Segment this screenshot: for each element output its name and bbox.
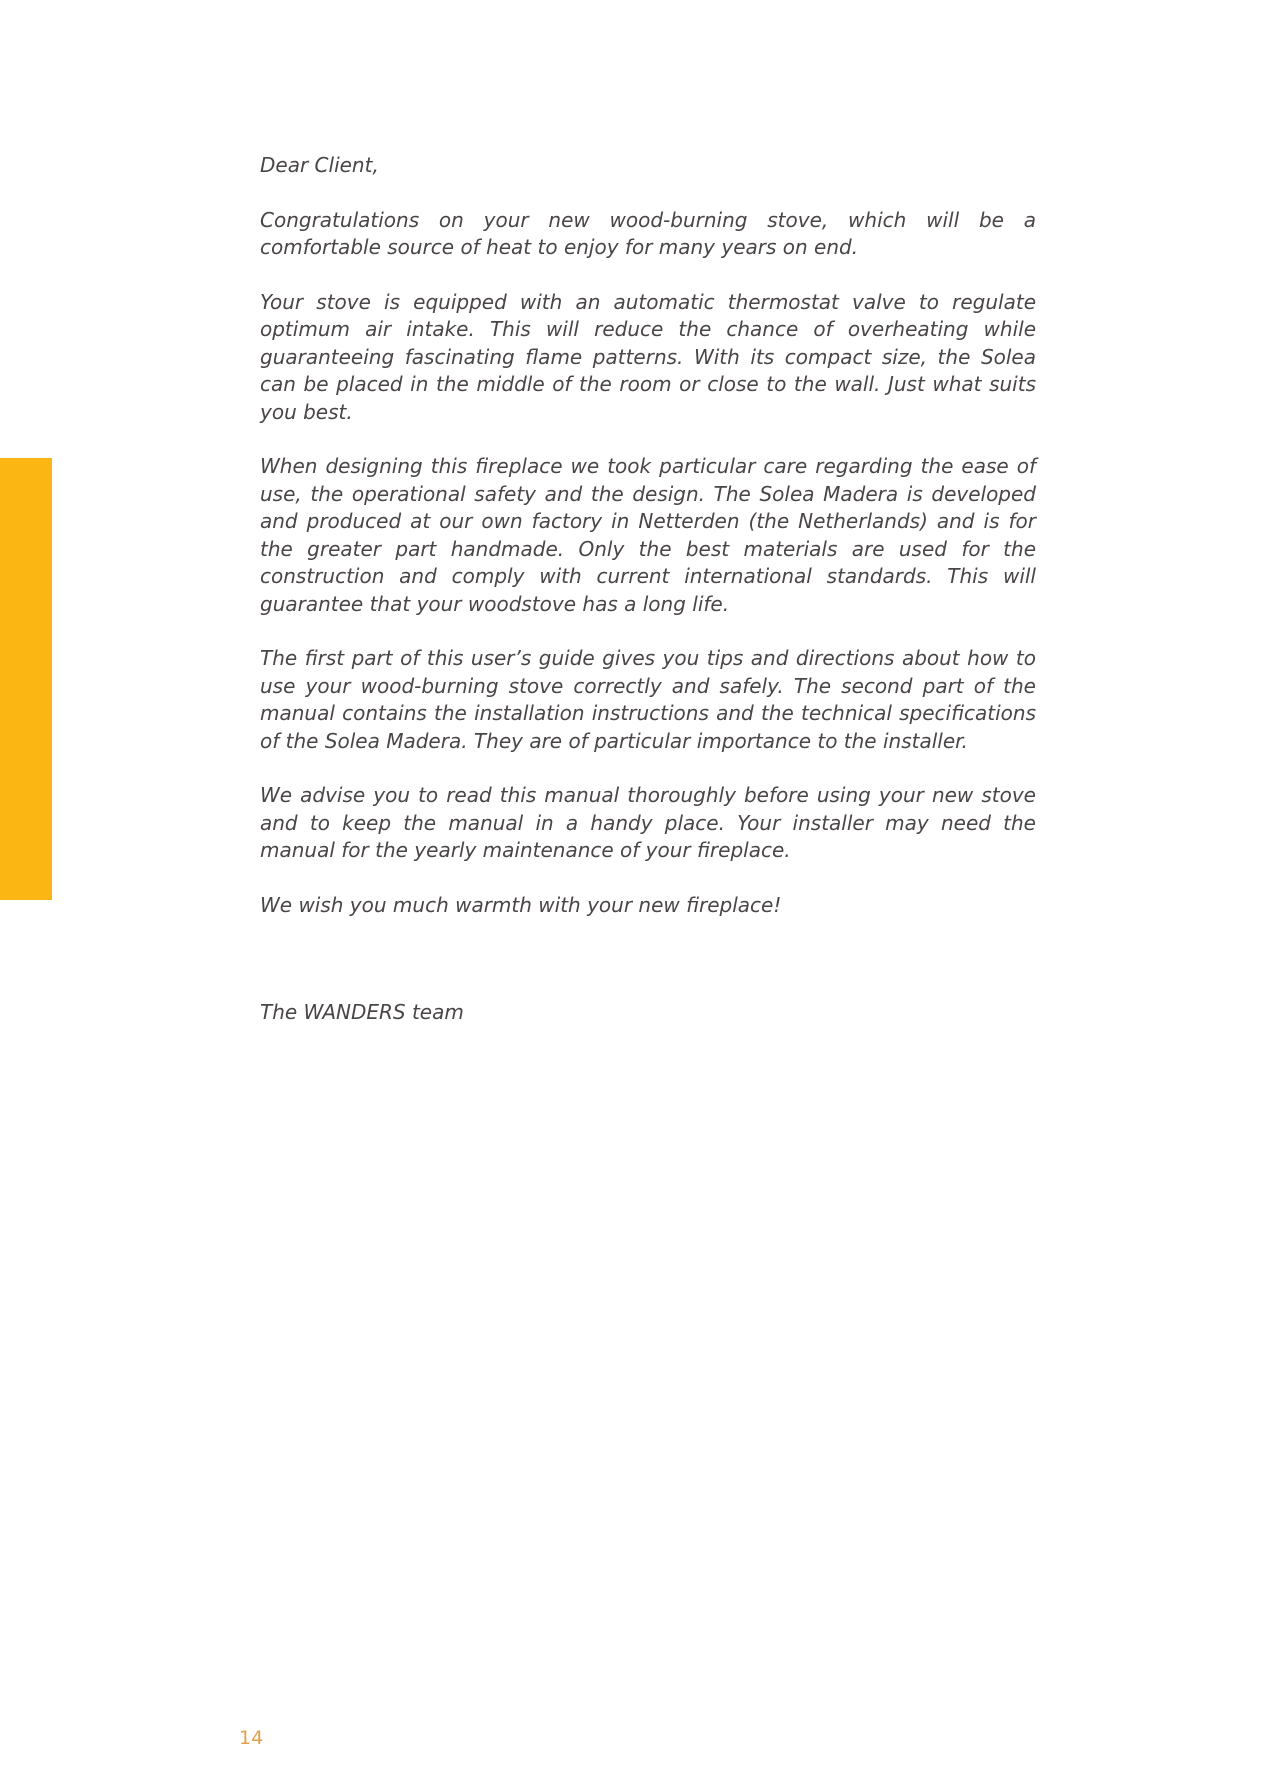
letter-closing: We wish you much warmth with your new fireplace! xyxy=(260,892,782,917)
letter-paragraph: Congratulations on your new wood-burning stove, which will be a comfortable source of heat to enjoy for many years on end. xyxy=(260,207,1036,259)
letter-salutation: Dear Client, xyxy=(260,153,379,177)
page-number: 14 xyxy=(239,1727,264,1749)
side-accent-tab xyxy=(0,458,52,900)
letter-paragraph: We advise you to read this manual thoroughly before using your new stove and to keep the manual in a handy place. Your installer may need the manual for the yearly maintenance of your fireplace. xyxy=(260,783,1036,862)
letter-paragraph: Your stove is equipped with an automatic thermostat valve to regulate optimum air intake. This will reduce the chance of overheating while guaranteeing fascinating flame patterns. With its compact size, the Solea can be placed in the middle of the room or close to the wall. Just what suits you best. xyxy=(260,289,1036,424)
letter-paragraph: The first part of this user’s guide gives you tips and directions about how to use your wood-burning stove correctly and safely. The second part of the manual contains the installation instructions and the technical specifications of the Solea Madera. They are of particular importance to the installer. xyxy=(260,646,1036,753)
letter-signature: The WANDERS team xyxy=(260,1000,464,1024)
letter-body xyxy=(260,152,1036,919)
letter-paragraph: When designing this fireplace we took particular care regarding the ease of use, the operational safety and the design. The Solea Madera is developed and produced at our own factory in Netterden (the Netherlands) and is for the greater part handmade. Only the best materials are used for the construction and comply with current international standards. This will guarantee that your woodstove has a long life. xyxy=(260,454,1036,616)
